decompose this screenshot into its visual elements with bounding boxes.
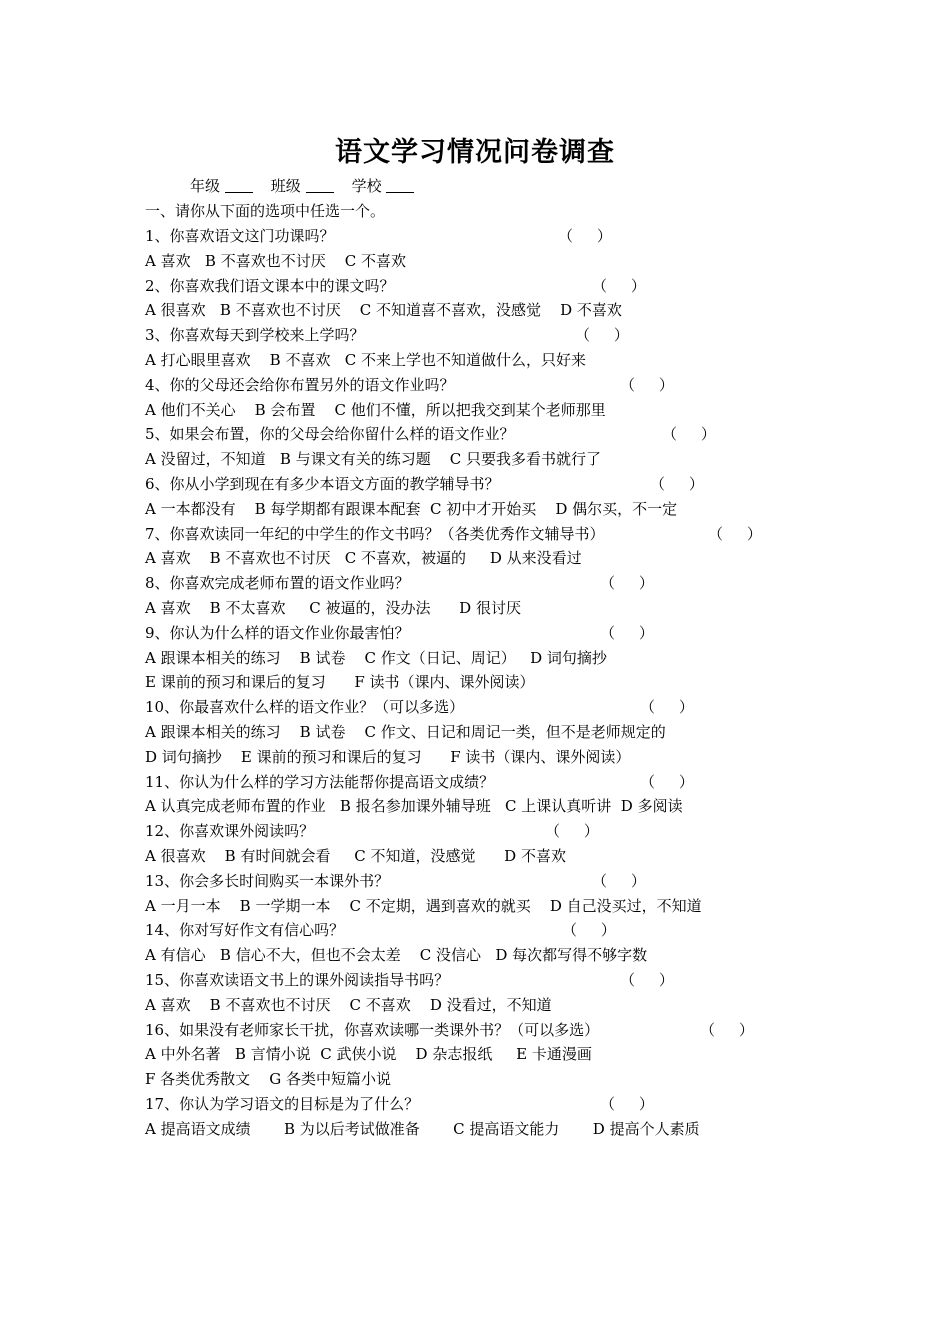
- class-blank[interactable]: [306, 178, 334, 193]
- grade-label: 年级: [190, 177, 221, 195]
- question-9: 9、你认为什么样的语文作业你最害怕？: [145, 623, 410, 642]
- options-line-10-2: D 词句摘抄 E 课前的预习和课后的复习 F 读书（课内、课外阅读）: [145, 747, 631, 766]
- answer-blank-5[interactable]: （ ）: [662, 425, 716, 444]
- options-line-1-1: A 喜欢 B 不喜欢也不讨厌 C 不喜欢: [145, 251, 407, 270]
- answer-blank-8[interactable]: （ ）: [600, 574, 654, 593]
- options-line-7-1: A 喜欢 B 不喜欢也不讨厌 C 不喜欢，被逼的 D 从来没看过: [145, 549, 582, 568]
- answer-blank-17[interactable]: （ ）: [600, 1095, 654, 1113]
- options-line-16-1: A 中外名著 B 言情小说 C 武侠小说 D 杂志报纸 E 卡通漫画: [145, 1045, 592, 1064]
- question-14: 14、你对写好作文有信心吗？: [145, 921, 345, 940]
- question-13: 13、你会多长时间购买一本课外书？: [145, 871, 390, 890]
- question-16: 16、如果没有老师家长干扰，你喜欢读哪一类课外书？（可以多选）: [145, 1020, 600, 1039]
- options-line-15-1: A 喜欢 B 不喜欢也不讨厌 C 不喜欢 D 没看过，不知道: [145, 995, 552, 1014]
- answer-blank-10[interactable]: （ ）: [640, 698, 694, 717]
- options-line-16-2: F 各类优秀散文 G 各类中短篇小说: [145, 1070, 391, 1089]
- question-2: 2、你喜欢我们语文课本中的课文吗？: [145, 276, 395, 295]
- answer-blank-2[interactable]: （ ）: [592, 276, 646, 295]
- options-line-9-2: E 课前的预习和课后的复习 F 读书（课内、课外阅读）: [145, 673, 535, 692]
- answer-blank-16[interactable]: （ ）: [700, 1020, 754, 1039]
- question-1: 1、你喜欢语文这门功课吗？: [145, 227, 335, 245]
- question-4: 4、你的父母还会给你布置另外的语文作业吗？: [145, 375, 455, 394]
- options-line-5-1: A 没留过，不知道 B 与课文有关的练习题 C 只要我多看书就行了: [145, 450, 602, 469]
- answer-blank-3[interactable]: （ ）: [575, 326, 629, 345]
- answer-blank-14[interactable]: （ ）: [562, 921, 616, 940]
- options-line-11-1: A 认真完成老师布置的作业 B 报名参加课外辅导班 C 上课认真听讲 D 多阅读: [145, 797, 683, 816]
- instruction: 一、请你从下面的选项中任选一个。: [145, 202, 386, 220]
- question-6: 6、你从小学到现在有多少本语文方面的教学辅导书？: [145, 475, 500, 493]
- school-label: 学校: [351, 177, 382, 195]
- page-title: 语文学习情况问卷调查: [335, 137, 615, 168]
- question-10: 10、你最喜欢什么样的语文作业？（可以多选）: [145, 698, 465, 717]
- options-line-10-1: A 跟课本相关的练习 B 试卷 C 作文、日记和周记一类，但不是老师规定的: [145, 723, 666, 741]
- options-line-12-1: A 很喜欢 B 有时间就会看 C 不知道，没感觉 D 不喜欢: [145, 847, 566, 865]
- question-17: 17、你认为学习语文的目标是为了什么？: [145, 1095, 420, 1113]
- question-5: 5、如果会布置，你的父母会给你留什么样的语文作业？: [145, 425, 515, 444]
- options-line-4-1: A 他们不关心 B 会布置 C 他们不懂，所以把我交到某个老师那里: [145, 400, 606, 419]
- answer-blank-11[interactable]: （ ）: [640, 772, 694, 791]
- grade-blank[interactable]: [225, 178, 253, 193]
- answer-blank-7[interactable]: （ ）: [708, 524, 762, 543]
- options-line-8-1: A 喜欢 B 不太喜欢 C 被逼的，没办法 D 很讨厌: [145, 599, 521, 617]
- answer-blank-12[interactable]: （ ）: [545, 822, 599, 841]
- school-blank[interactable]: [386, 178, 414, 193]
- student-info-line: [190, 175, 432, 196]
- question-8: 8、你喜欢完成老师布置的语文作业吗？: [145, 574, 410, 593]
- question-3: 3、你喜欢每天到学校来上学吗？: [145, 326, 365, 345]
- options-line-17-1: A 提高语文成绩 B 为以后考试做准备 C 提高语文能力 D 提高个人素质: [145, 1119, 700, 1138]
- options-line-13-1: A 一月一本 B 一学期一本 C 不定期，遇到喜欢的就买 D 自己没买过，不知道: [145, 896, 702, 915]
- answer-blank-6[interactable]: （ ）: [650, 475, 704, 493]
- options-line-3-1: A 打心眼里喜欢 B 不喜欢 C 不来上学也不知道做什么，只好来: [145, 351, 587, 369]
- options-line-2-1: A 很喜欢 B 不喜欢也不讨厌 C 不知道喜不喜欢，没感觉 D 不喜欢: [145, 301, 622, 320]
- class-label: 班级: [270, 177, 301, 195]
- options-line-14-1: A 有信心 B 信心不大，但也不会太差 C 没信心 D 每次都写得不够字数: [145, 946, 648, 965]
- question-11: 11、你认为什么样的学习方法能帮你提高语文成绩？: [145, 772, 495, 791]
- question-12: 12、你喜欢课外阅读吗？: [145, 822, 315, 841]
- answer-blank-9[interactable]: （ ）: [600, 623, 654, 642]
- options-line-9-1: A 跟课本相关的练习 B 试卷 C 作文（日记、周记） D 词句摘抄: [145, 648, 607, 667]
- question-15: 15、你喜欢读语文书上的课外阅读指导书吗？: [145, 971, 450, 989]
- answer-blank-4[interactable]: （ ）: [620, 375, 674, 394]
- answer-blank-15[interactable]: （ ）: [620, 971, 674, 989]
- answer-blank-13[interactable]: （ ）: [592, 871, 646, 890]
- options-line-6-1: A 一本都没有 B 每学期都有跟课本配套 C 初中才开始买 D 偶尔买，不一定: [145, 499, 678, 518]
- answer-blank-1[interactable]: （ ）: [558, 227, 612, 245]
- question-7: 7、你喜欢读同一年纪的中学生的作文书吗？（各类优秀作文辅导书）: [145, 524, 605, 543]
